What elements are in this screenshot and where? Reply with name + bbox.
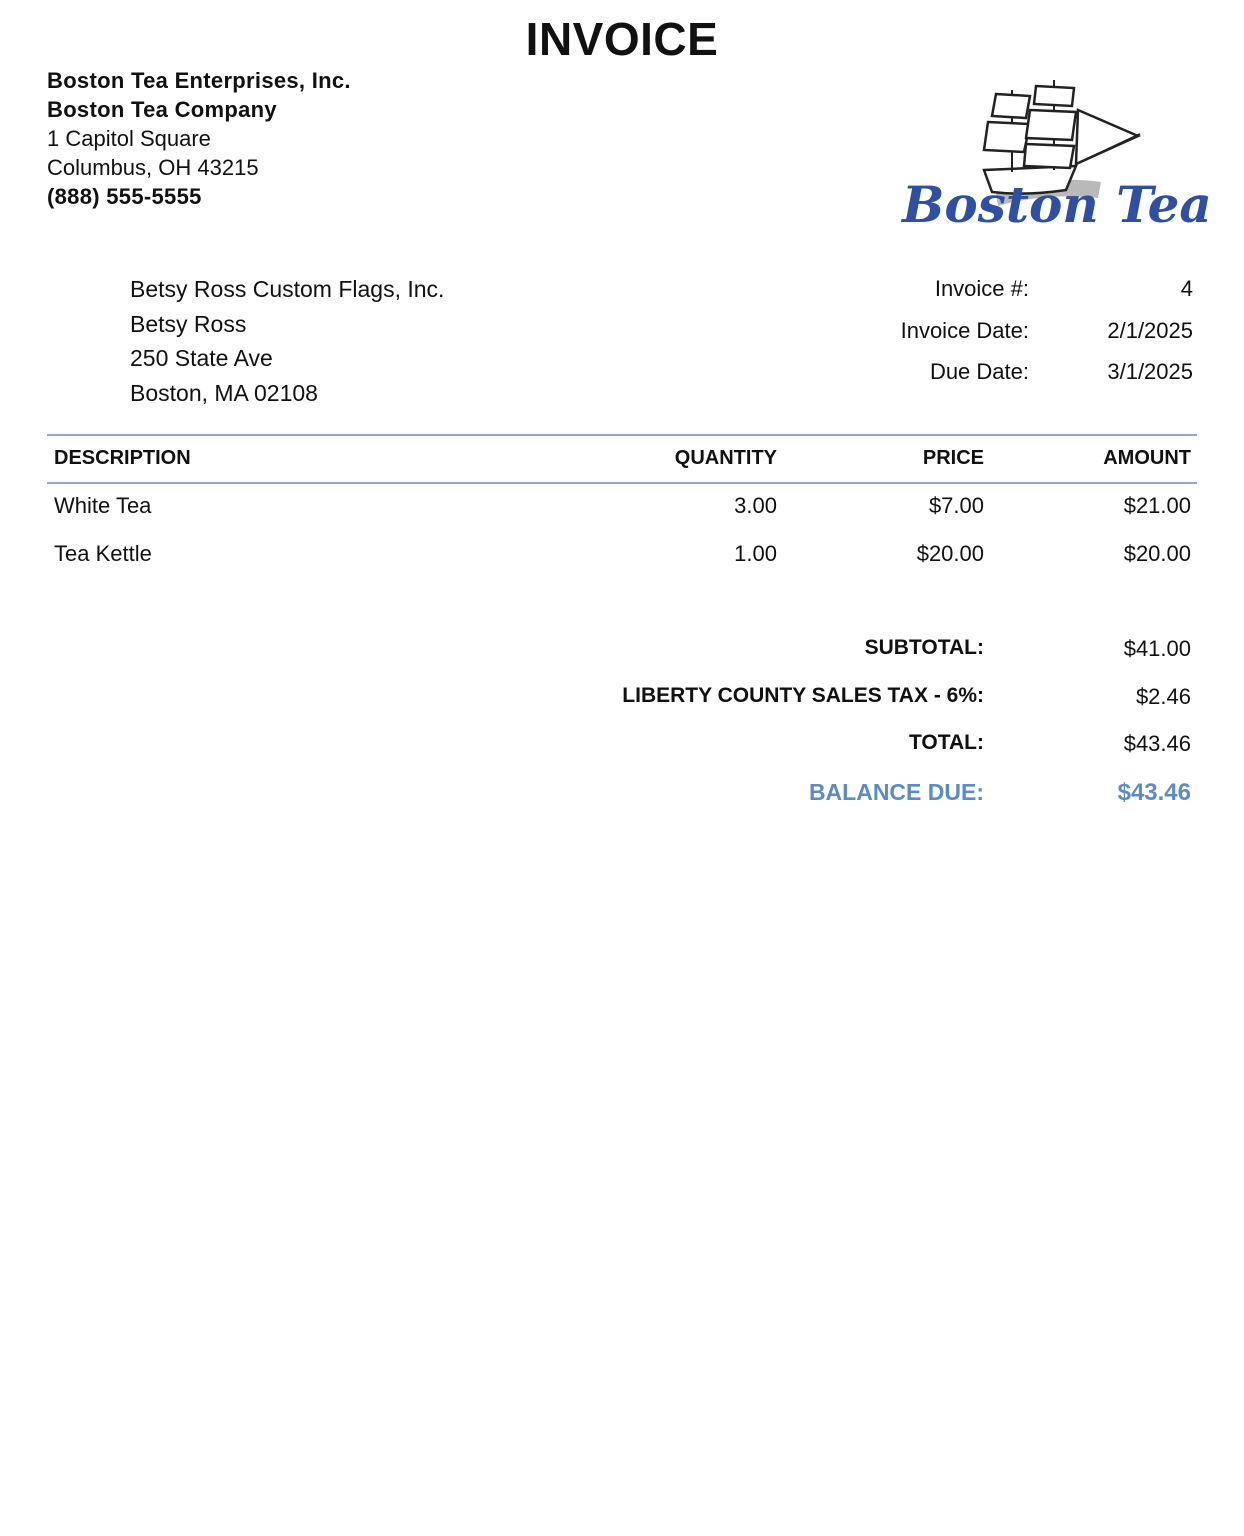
item-price: $7.00: [928, 493, 984, 518]
item-price: $20.00: [916, 540, 984, 566]
meta-value: 2/1/2025: [1107, 317, 1193, 343]
subtotal-row: [47, 636, 1197, 684]
logo-script-text: Boston Tea: [902, 175, 1212, 234]
balance-due-row: [47, 779, 1197, 827]
meta-row-invoice-date: [840, 318, 1193, 360]
item-quantity: 1.00: [734, 540, 777, 566]
item-amount: $20.00: [1123, 540, 1191, 566]
tax-row: [47, 684, 1197, 732]
bill-to-company: Betsy Ross Custom Flags, Inc.: [130, 276, 445, 302]
subtotal-label: SUBTOTAL:: [864, 636, 984, 659]
header-quantity: QUANTITY: [674, 447, 777, 469]
meta-value: 3/1/2025: [1107, 359, 1193, 384]
items-header-row: [47, 447, 1197, 475]
invoice-meta: [840, 276, 1193, 401]
table-row: [47, 541, 1197, 589]
invoice-title: INVOICE: [525, 13, 719, 65]
header-price: PRICE: [922, 447, 984, 469]
meta-row-due-date: [840, 359, 1193, 401]
table-header-rule: [47, 482, 1197, 484]
item-description: Tea Kettle: [54, 540, 152, 566]
meta-value: 4: [1180, 276, 1193, 301]
table-row: [47, 493, 1197, 541]
seller-phone: (888) 555-5555: [47, 184, 202, 209]
balance-due-value: $43.46: [1117, 778, 1191, 806]
totals-block: [47, 636, 1197, 826]
meta-label: Invoice #:: [934, 276, 1029, 301]
header-description: DESCRIPTION: [54, 447, 191, 469]
seller-address-line-2: Columbus, OH 43215: [47, 155, 259, 180]
table-top-rule: [47, 434, 1197, 436]
tax-value: $2.46: [1135, 683, 1191, 709]
seller-block: [47, 66, 351, 211]
line-items: [47, 493, 1197, 588]
total-value: $43.46: [1123, 731, 1191, 756]
bill-to-address-line-2: Boston, MA 02108: [130, 379, 318, 406]
meta-label: Due Date:: [929, 359, 1029, 384]
bill-to-block: [130, 272, 444, 410]
bill-to-contact: Betsy Ross: [130, 310, 247, 337]
total-row: [47, 731, 1197, 779]
seller-dba: Boston Tea Company: [47, 97, 277, 122]
balance-due-label: BALANCE DUE:: [808, 778, 984, 805]
header-amount: AMOUNT: [1103, 447, 1191, 469]
tax-label: LIBERTY COUNTY SALES TAX - 6%:: [622, 683, 984, 707]
total-label: TOTAL:: [908, 731, 984, 754]
item-description: White Tea: [54, 493, 152, 518]
item-quantity: 3.00: [734, 493, 777, 518]
bill-to-address-line-1: 250 State Ave: [130, 345, 273, 371]
item-amount: $21.00: [1123, 493, 1191, 518]
meta-label: Invoice Date:: [900, 317, 1029, 343]
seller-address-line-1: 1 Capitol Square: [47, 126, 211, 151]
boston-tea-logo: [902, 74, 1212, 236]
subtotal-value: $41.00: [1123, 636, 1191, 661]
meta-row-invoice-number: [840, 276, 1193, 318]
seller-legal-name: Boston Tea Enterprises, Inc.: [47, 68, 351, 93]
